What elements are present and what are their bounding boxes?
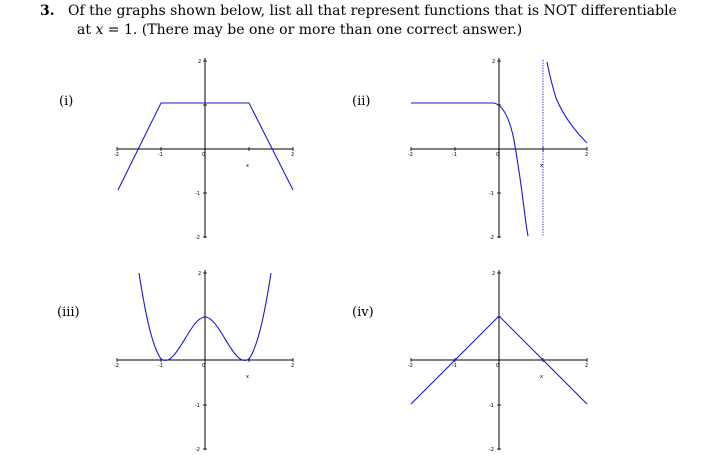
line2-rest: = 1. (There may be one or more than one correct answer.) (103, 22, 523, 38)
question-number: 3. (40, 3, 55, 19)
tick-label: -2 (489, 447, 494, 453)
tick-label: x (540, 163, 543, 169)
tick-label: 0 (202, 363, 206, 369)
tick-label: -2 (489, 235, 494, 241)
question-text-line2 (77, 22, 522, 38)
question-text-line1: Of the graphs shown below, list all that represent functions that is NOT differentiable (68, 3, 677, 19)
tick-label: -1 (158, 363, 163, 369)
tick-label: -1 (158, 152, 163, 158)
graph-iv (405, 268, 595, 452)
tick-label: 2 (585, 152, 589, 158)
curve-right-branch (547, 62, 587, 143)
tick-label: x (540, 374, 543, 380)
tick-label: 2 (198, 59, 202, 65)
tick-label: -1 (452, 152, 457, 158)
tick-label: 2 (585, 363, 589, 369)
tick-label: 2 (291, 363, 295, 369)
tick-label: 2 (492, 271, 496, 277)
tick-label: 2 (492, 59, 496, 65)
graph-label-i: (i) (59, 94, 74, 109)
graph-label-ii: (ii) (352, 94, 371, 109)
tick-label: 0 (496, 152, 500, 158)
math-variable-x: x (95, 22, 104, 38)
tick-label: -2 (114, 152, 119, 158)
tick-label: -2 (408, 152, 413, 158)
tick-label: 2 (198, 271, 202, 277)
graph-ii (405, 56, 595, 240)
tick-label: 0 (202, 152, 206, 158)
tick-label: 0 (496, 363, 500, 369)
line2-prefix: at (77, 22, 96, 38)
tick-label: -2 (195, 447, 200, 453)
tick-label: -1 (195, 191, 200, 197)
tick-label: -1 (195, 403, 200, 409)
graph-label-iii: (iii) (57, 305, 80, 320)
tick-label: x (246, 163, 249, 169)
tick-label: -2 (195, 235, 200, 241)
graph-i (111, 56, 301, 240)
tick-label: x (246, 374, 249, 380)
curve-left-branch (411, 103, 528, 236)
tick-label: -1 (489, 191, 494, 197)
tick-label: 2 (291, 152, 295, 158)
graph-label-iv: (iv) (352, 305, 374, 320)
tick-label: -2 (408, 363, 413, 369)
graph-iii (111, 268, 301, 452)
tick-label: -1 (489, 403, 494, 409)
tick-label: -2 (114, 363, 119, 369)
tick-label: -1 (452, 363, 457, 369)
